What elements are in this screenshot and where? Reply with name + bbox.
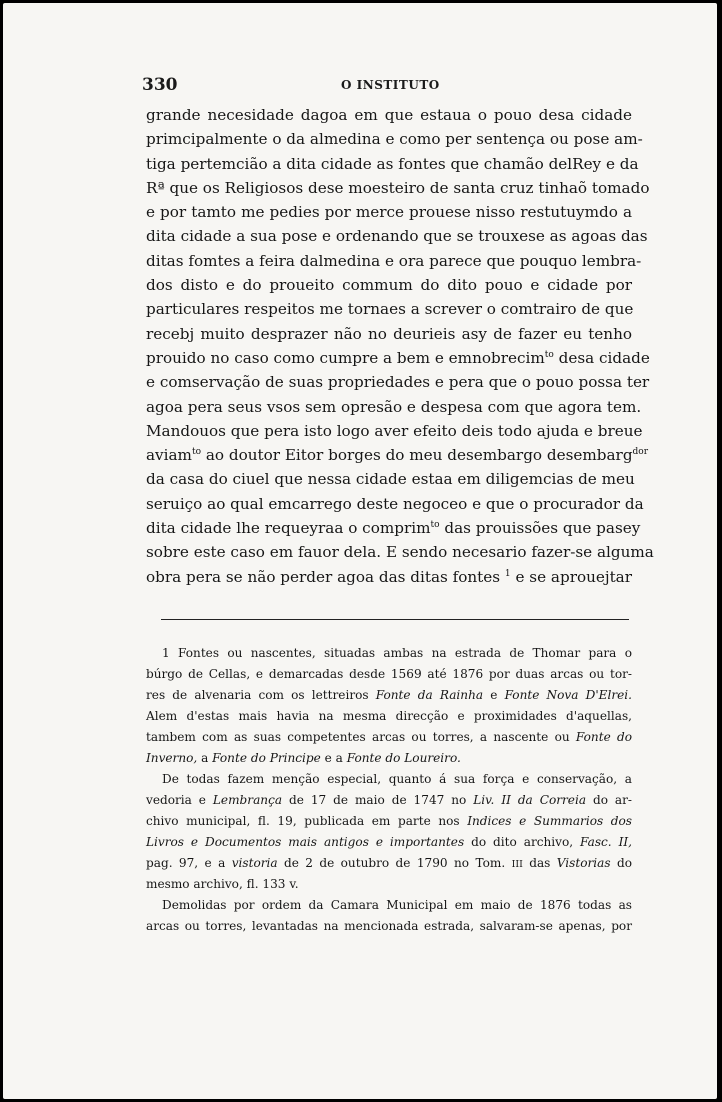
text-line: agoa pera seus vsos sem opresão e despesa com que agora tem. (146, 397, 642, 416)
text-fragment: ao doutor Eitor borges do meu desembargo desembarg (201, 446, 633, 465)
text-fragment: res de alvenaria com os lettreiros (146, 688, 376, 702)
text-fragment: do dito archivo, (464, 835, 581, 849)
text-line: primcipalmente o da almedina e como per sentença ou pose am- (146, 130, 643, 149)
text-line: Mandouos que pera isto logo aver efeito deis todo ajuda e breue (146, 421, 643, 440)
text-fragment: desa cidade (553, 348, 650, 367)
text-fragment: prouido no caso como cumpre a bem e emnobrecim (146, 348, 545, 367)
text-fragment: aviam (146, 446, 192, 465)
footnote-line (146, 685, 632, 706)
text-fragment: obra pera se não perder agoa das ditas fontes (146, 567, 501, 586)
text-fragment: de 17 de maio de 1747 no (282, 793, 474, 807)
running-title: O INSTITUTO (341, 78, 440, 92)
footnote-divider (161, 619, 629, 620)
footnote-line (146, 727, 632, 748)
text-fragment: do ar- (586, 793, 633, 807)
text-fragment: das (522, 856, 557, 870)
italic-text: Fonte do Loureiro. (346, 751, 461, 765)
italic-text: Fonte da Rainha (375, 688, 484, 702)
italic-text: Vistorias (556, 856, 611, 870)
text-fragment: de 2 de outubro de 1790 no Tom. (277, 856, 512, 870)
italic-text: Fonte Nova D'Elrei. (504, 688, 632, 702)
text-line: particulares respeitos me tornaes a screver o comtrairo de que (146, 300, 634, 319)
text-line (146, 443, 649, 467)
main-text (146, 103, 654, 589)
footnote-line (146, 769, 632, 790)
text-fragment: chivo municipal, fl. 19, publicada em parte nos (146, 814, 468, 828)
text-fragment: Demolidas por ordem da Camara Municipal em maio de 1876 todas as (162, 898, 632, 912)
footnote-line (146, 643, 632, 664)
footnote-line (146, 748, 632, 769)
text-line: ditas fomtes a feira dalmedina e ora parece que pouquo lembra- (146, 251, 642, 270)
text-fragment: do (610, 856, 632, 870)
text-fragment: De todas fazem menção especial, quanto á sua força e conservação, a (162, 772, 632, 786)
text-line (146, 516, 641, 540)
text-fragment: e (483, 688, 505, 702)
footnote-line: búrgo de Cellas, e demarcadas desde 1569 até 1876 por duas arcas ou tor- (146, 667, 632, 681)
text-line: e comservação de suas propriedades e pera que o pouo possa ter (146, 373, 650, 392)
footnote-line (146, 790, 632, 811)
superscript: dor (632, 447, 649, 458)
italic-text: Indices e Summarios dos (467, 814, 632, 828)
text-fragment: e a (320, 751, 347, 765)
book-page (3, 3, 717, 1099)
text-fragment: vedoria e (146, 793, 213, 807)
footnote-reference: 1 (504, 568, 511, 579)
text-fragment: das prouissões que pasey (439, 519, 641, 538)
superscript: to (430, 520, 440, 531)
footnote-line (146, 895, 632, 916)
footnote-line (146, 832, 632, 853)
italic-text: Liv. II da Correia (473, 793, 587, 807)
text-line (146, 565, 632, 589)
text-line: recebj muito desprazer não no deurieis asy de fazer eu tenho (146, 324, 632, 343)
footnote-line (146, 811, 632, 832)
footnote-marker: 1 (162, 646, 170, 660)
italic-text: Fonte do Principe (212, 751, 321, 765)
text-fragment: dita cidade lhe requeyraa o comprim (146, 519, 431, 538)
footnote-line: mesmo archivo, fl. 133 v. (146, 877, 299, 891)
italic-text: Lembrança (212, 793, 283, 807)
footnote-line (146, 853, 632, 874)
text-line: Rª que os Religiosos dese moesteiro de santa cruz tinhaõ tomado (146, 178, 650, 197)
italic-text: Livros e Documentos mais antigos e importantes (146, 835, 465, 849)
text-line: tiga pertemcião a dita cidade as fontes que chamão delRey e da (146, 154, 639, 173)
text-line: grande necesidade dagoa em que estaua o pouo desa cidade (146, 106, 632, 124)
text-line: seruiço ao qual emcarrego deste negoceo e que o procurador da (146, 494, 644, 513)
italic-text: Inverno, (146, 751, 198, 765)
italic-text: Fonte do (575, 730, 633, 744)
text-fragment: pag. 97, e a (146, 856, 232, 870)
text-fragment: a (197, 751, 213, 765)
superscript: to (544, 349, 554, 360)
text-line: da casa do ciuel que nessa cidade estaa em diligemcias de meu (146, 470, 635, 489)
italic-text: vistoria (231, 856, 278, 870)
text-line: dos disto e do proueito commum do dito pouo e cidade por (146, 276, 632, 295)
footnotes (146, 643, 632, 937)
text-fragment: e se aproueјtar (510, 567, 632, 586)
text-line: e por tamto me pedies por merce prouese nisso restutuymdo a (146, 203, 632, 222)
page-header (3, 75, 717, 97)
roman-numeral: III (511, 859, 523, 870)
text-line: dita cidade a sua pose e ordenando que se trouxese as agoas das (146, 227, 648, 246)
page-number: 330 (142, 75, 178, 95)
superscript: to (191, 447, 201, 458)
text-line: sobre este caso em fauor dela. E sendo necesario fazer-se alguma (146, 543, 654, 562)
text-fragment: tambem com as suas competentes arcas ou torres, a nascente ou (146, 730, 576, 744)
italic-text: Fasc. II, (580, 835, 632, 849)
footnote-line: Alem d'estas mais havia na mesma direcção e proximidades d'aquellas, (146, 709, 632, 723)
footnote-line: arcas ou torres, levantadas na mencionada estrada, salvaram-se apenas, por (146, 919, 632, 933)
text-line (146, 346, 650, 370)
text-fragment: Fontes ou nascentes, situadas ambas na estrada de Thomar para o (178, 646, 632, 660)
